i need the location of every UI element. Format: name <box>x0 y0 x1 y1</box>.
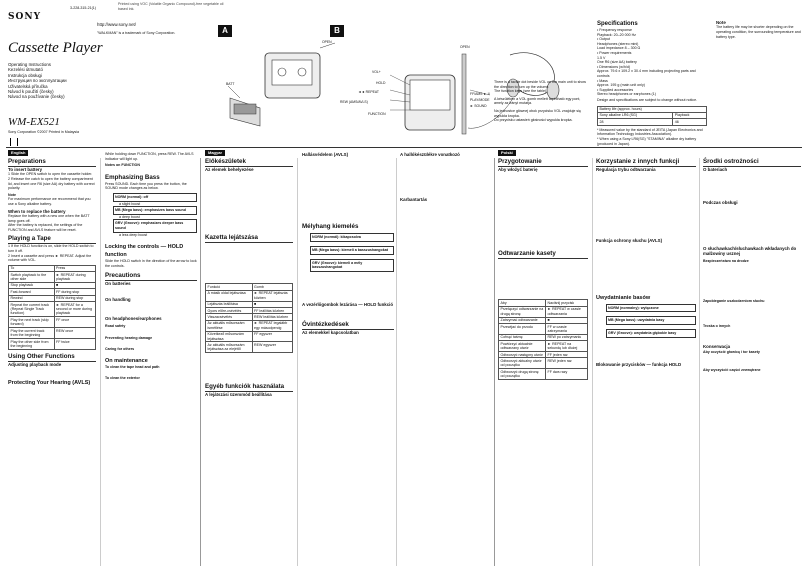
cover-title: Cassette Player <box>8 40 103 56</box>
magyar-col-2 <box>302 152 394 336</box>
table-row: Visszacsévélés REW leállítás közben <box>206 314 293 320</box>
section-tag-polski: Polski <box>498 150 516 156</box>
paragraph: While holding down FUNCTION, press REW. The AVLS indicator will light up. <box>105 152 194 161</box>
sound-mode-arrow: a deep boost <box>119 214 140 219</box>
lang-item: Návod k použití (česky) <box>8 89 54 95</box>
spec-line: • Supplied accessories <box>597 87 634 92</box>
subhead: Az elemekkel kapcsolatban <box>302 330 359 336</box>
specifications <box>597 20 709 146</box>
spec-line: Headphones (stereo mini) <box>597 41 639 46</box>
table-row: Powtórzyć aktualnie odtwarzany utwór ► REPEAT na sekundę lub dłużej <box>499 341 588 352</box>
battery-life-table <box>597 106 707 126</box>
spec-line: • Output <box>597 37 611 42</box>
polski-function-table: Aby Naciśnij przycisk Przełączyć odtwarzanie na drugą stronę ► REPEAT w czasie odtwarzania Zatrzymać odtwarzanie ■ Przewijać do przodu FF w czasie zatrzymania Cofnąć taśmę REW po zatrzymaniu Powtórzyć aktualnie odtwarzany utwór ► REPEAT na sekundę lub dłużej Odtworzyć następny utwór FF jeden raz Odtworzyć aktualny utwór od początku REW jeden raz Odtworzyć drugą stronę od początku FF dwa razy <box>498 299 588 380</box>
english-col-1 <box>8 158 96 387</box>
step: 2 Release the catch to open the battery compartment lid, and insert one R6 (size AA) dry battery with correct polarity. <box>8 177 95 191</box>
figure-label-a: A <box>218 25 232 37</box>
battery-table-header: Battery life (approx. hours) <box>598 106 707 112</box>
table-row: Odtworzyć następny utwór FF jeden raz <box>499 352 588 358</box>
section-title: Przygotowanie <box>498 158 542 165</box>
table-row: Következő műsorszám lejátszása FF egyszer <box>206 331 293 342</box>
section-title: Egyéb funkciók használata <box>205 383 285 391</box>
table-row: Lejátszás leállítása ■ <box>206 301 293 307</box>
subhead: Hallásvédelem (AVLS) <box>302 152 349 157</box>
subhead: To clean the tape head and path <box>105 365 160 370</box>
battery-cell <box>234 104 256 114</box>
lang-item: Návod na používanie (česky) <box>8 94 65 100</box>
subhead: A vezérlőgombok lezárása — HOLD funkció <box>302 301 394 307</box>
battery-note: * When using a Sony LR6(SG) "STAMINA" alkaline dry battery (produced in Japan). <box>597 136 697 146</box>
spec-line: One R6 (size AA) battery <box>597 60 637 65</box>
sony-url[interactable]: http://www.sony.net/ <box>97 22 136 27</box>
table-row: Play the current track from the beginning REW once <box>9 328 96 339</box>
subhead: Troska o innych <box>703 323 731 328</box>
subhead: Konserwacja <box>703 344 731 350</box>
player-side <box>462 54 466 134</box>
subhead: Aby wyczyścić części zewnętrzne <box>703 368 761 373</box>
note-text: The battery life may be shorter depending on the operating condition, the surrounding temperature and battery type. <box>716 25 801 39</box>
recycled-note: Printed using VOC (Volatile Organic Compound)-free vegetable oil based ink. <box>118 2 224 11</box>
sound-mode-diagram <box>113 193 197 237</box>
spec-line: • Power requirements <box>597 50 632 55</box>
leader-line <box>228 86 240 98</box>
spec-line: • Mass <box>597 78 608 83</box>
spec-line: Design and specifications are subject to change without notice. <box>597 97 698 102</box>
section-title: Mélyhang kiemelés <box>302 223 359 231</box>
subhead: Zapobieganie uszkodzeniom słuchu <box>703 299 765 304</box>
sound-mode-diagram <box>310 233 394 271</box>
column-divider <box>200 158 201 566</box>
subhead: Az elemek behelyezése <box>205 167 254 172</box>
table-row: Az aktuális műsorszám lejátszása az elejétől REW egyszer <box>206 342 293 353</box>
figure-note: A készüléken a VOL gomb mellett tapintható egy pont, amely az irányt mutatja. <box>494 96 581 106</box>
section-title: Precautions <box>105 272 141 280</box>
model-name: WM-EX521 <box>8 116 60 128</box>
callout-repeat: ◄◄ REPEAT <box>358 90 379 94</box>
battery-type: Sony alkaline LR6 (SG) <box>598 112 673 118</box>
spec-line: Load impedance 8 – 300 Ω <box>597 46 641 51</box>
sound-mode: GRV (Groove): kiemeli a mély basszushangokat <box>310 259 394 272</box>
english-col-2 <box>105 152 197 381</box>
subhead: To insert battery <box>8 167 43 172</box>
subhead: To clean the exterior <box>105 375 140 380</box>
table-row: Przełączyć odtwarzanie na drugą stronę ► REPEAT w czasie odtwarzania <box>499 306 588 317</box>
subhead: Aby włożyć baterię <box>498 167 538 172</box>
section-title: Playing a Tape <box>8 235 51 243</box>
subhead: Funkcja ochrony słuchu (AVLS) <box>596 238 663 244</box>
sound-mode: GRV (Groove): uwydatnia głębokie basy <box>606 329 696 338</box>
section-title: Kazetta lejátszása <box>205 234 258 242</box>
magyar-col-1 <box>205 158 293 398</box>
spec-title: Specifications <box>597 21 638 27</box>
note-box <box>716 20 802 39</box>
sound-mode: NORM (normál): kikapcsolva <box>310 233 394 242</box>
section-title: Protecting Your Hearing (AVLS) <box>8 380 91 387</box>
walkman-trademark: "WALKMAN" is a trademark of Sony Corporation. <box>97 31 176 35</box>
column-divider <box>494 158 495 566</box>
copyright: Sony Corporation ©2007 Printed in Malaysia <box>8 130 79 134</box>
section-title: Locking the controls — HOLD function <box>105 244 184 259</box>
subhead: O słuchawkach/słuchawkach wkładanych do małżowiny usznej <box>703 245 797 257</box>
section-title: Előkészületek <box>205 158 246 165</box>
table-row: Az aktuális műsorszám ismétlése ► REPEAT legalább egy másodpercig <box>206 320 293 331</box>
english-function-table <box>8 265 96 350</box>
section-title: Korzystanie z innych funkcji <box>596 158 680 165</box>
sound-mode: MB (Mega bass): kiemeli a basszushangokat <box>310 246 394 255</box>
note-label: Note <box>8 192 16 197</box>
table-row: Repeat the current track (Repeat Single Track function) ► REPEAT for a second or more during playback <box>9 302 96 317</box>
callout-function: FUNCTION <box>368 112 386 116</box>
table-row: Play the other side from the beginning FF twice <box>9 339 96 350</box>
step: 2 Insert a cassette and press ► REPEAT. Adjust the volume with VOL. <box>8 253 92 263</box>
subhead: Road safety <box>105 323 126 328</box>
callout-open: OPEN <box>322 40 332 44</box>
section-title: Uwydatnianie basów <box>596 294 651 301</box>
subhead: A hallókészülékre vonatkozó <box>400 152 460 157</box>
figure-notes <box>494 80 586 123</box>
polski-col-3 <box>703 158 801 373</box>
sound-mode-arrow: a slight boost <box>119 201 141 206</box>
note-title: Note <box>716 20 726 25</box>
subhead: Adjusting playback mode <box>8 361 62 367</box>
figure-a-illustration <box>220 38 340 133</box>
section-title: Using Other Functions <box>8 352 75 360</box>
callout-rew: REW (AMS/AVLS) <box>340 100 368 104</box>
callout-batt: BATT <box>226 82 235 86</box>
paragraph: Press SOUND. Each time you press the button, the SOUND mode changes as below. <box>105 181 187 191</box>
table-row: Gyors előre-csévélés FF leállítás közben <box>206 308 293 314</box>
spec-line: • Frequency response <box>597 28 633 32</box>
lang-item: Instrukcja obsługi <box>8 72 42 78</box>
figure-note: Do przycisku ustawień głośności wypukła kropka. <box>494 118 573 123</box>
sound-mode: MB (Mega bass): uwydatnia basy <box>606 316 696 325</box>
table-row: Cofnąć taśmę REW po zatrzymaniu <box>499 334 588 340</box>
lang-item: Kezelési útmutató <box>8 67 43 73</box>
column-divider <box>699 158 700 566</box>
figure-note: The function keys (see the table). <box>494 89 548 94</box>
cassette-holder <box>410 80 450 110</box>
table-row: Fast-forward FF during stop <box>9 289 96 295</box>
subhead: Regulacja trybu odtwarzania <box>596 167 656 172</box>
subhead: Podczas obsługi <box>703 200 738 206</box>
subhead: On handling <box>105 296 131 302</box>
section-tag-english: English <box>8 150 28 156</box>
section-title: Emphasizing Bass <box>105 173 160 181</box>
lang-item: Operating Instructions <box>8 62 51 67</box>
table-row: Przewijać do przodu FF w czasie zatrzymania <box>499 324 588 335</box>
step: 1 If the HOLD function is on, slide the HOLD switch to turn it off. <box>8 244 94 253</box>
figure-note: Na jednostce głównej obok przycisku VOL znajduje się wypukła kropka. <box>494 108 581 118</box>
column-divider <box>100 158 101 566</box>
note-text: For maximum performance we recommend that you use a Sony alkaline battery. <box>8 197 91 206</box>
sound-mode: MB (Mega bass): emphasizes bass sound <box>113 206 197 215</box>
barcode-mark <box>10 138 18 146</box>
spec-line: Approx. 195 g (main unit only) <box>597 83 645 88</box>
subhead: Bezpieczeństwo na drodze <box>703 258 749 263</box>
subhead: Blokowanie przycisków — funkcja HOLD <box>596 361 682 367</box>
section-title: Óvintézkedések <box>302 321 349 329</box>
language-list <box>8 62 93 100</box>
paragraph: Replace the battery with a new one when the BATT lamp goes off. <box>8 213 90 223</box>
figure-label-b: B <box>330 25 344 37</box>
subhead: On headphones/earphones <box>105 316 162 322</box>
polski-col-2 <box>596 158 696 367</box>
spec-line: Stereo headphones or earphones (1) <box>597 92 656 97</box>
table-header: Press <box>54 265 95 271</box>
page-divider <box>6 147 802 148</box>
sound-mode-diagram <box>606 304 696 338</box>
table-row: Odtworzyć aktualny utwór od początku REW jeden raz <box>499 358 588 369</box>
table-row: Play the next track (skip forward) FF once <box>9 317 96 328</box>
subhead: Karbantartás <box>400 197 428 203</box>
table-header: To <box>9 265 55 271</box>
table-row: Stop playback ■ <box>9 282 96 288</box>
subhead: Caring for others <box>105 346 135 351</box>
callout-b-open: OPEN <box>460 45 470 49</box>
spec-line: Playback: 20–20 000 Hz <box>597 32 636 37</box>
spec-line: • Dimensions (w/h/d) <box>597 64 631 69</box>
callout-sound: ► SOUND <box>470 104 487 108</box>
sound-mode: NORM (normalny): wyłączone <box>606 304 696 313</box>
column-divider <box>297 158 298 566</box>
section-title: Odtwarzanie kasety <box>498 250 556 258</box>
section-title: On maintenance <box>105 358 148 365</box>
callout-ff: FF/AMS ► II <box>470 92 490 96</box>
subhead: When to replace the battery <box>8 208 66 214</box>
model-code: 3-228-315-21(1) <box>70 6 96 10</box>
subhead: Preventing hearing damage <box>105 336 153 341</box>
sound-mode-arrow: a less deep boost <box>119 232 148 237</box>
battery-value: 46 <box>673 119 707 125</box>
battery-value: 28 <box>598 119 673 125</box>
subhead: O bateriach <box>703 167 728 172</box>
step: 1 Slide the OPEN switch to open the cassette holder. <box>8 172 93 177</box>
spec-line: 1.5 V <box>597 55 606 60</box>
subhead: Notes on FUNCTION <box>105 163 140 168</box>
section-tag-magyar: Magyar <box>205 150 225 156</box>
subhead: Aby oczyścić głowicę i tor kasety <box>703 349 760 354</box>
sound-mode: GRV (Groove): emphasizes deeper bass sound <box>113 219 197 232</box>
sound-mode: NORM (normal): off <box>113 193 197 202</box>
column-divider <box>592 158 593 566</box>
callout-vol: VOL+ <box>372 70 381 74</box>
spec-line: Approx. 79.6 x 109.2 x 30.4 mm including projecting parts and controls <box>597 69 696 78</box>
battery-note: * Measured value by the standard of JEITA (Japan Electronics and Information Technology Industries Association). <box>597 127 703 137</box>
table-row: Switch playback to the other side ► REPEAT during playback <box>9 272 96 283</box>
column-divider <box>396 158 397 566</box>
table-row: Zatrzymać odtwarzanie ■ <box>499 317 588 323</box>
battery-mode: Playback <box>673 112 707 118</box>
polski-col-1 <box>498 158 588 380</box>
magyar-function-table: Funkció Gomb A másik oldal lejátszása ► REPEAT lejátszás közben Lejátszás leállítása ■ Gyors előre-csévélés FF leállítás közben Visszacsévélés REW leállítás közben Az aktuális műsorszám ismétlése ► REPEAT legalább egy másodpercig Következő műsorszám lejátszása FF egyszer Az aktuális műsorszám lejátszása az elejétől REW egyszer <box>205 283 293 353</box>
magyar-col-3 <box>400 152 492 203</box>
table-row: A másik oldal lejátszása ► REPEAT lejátszás közben <box>206 290 293 301</box>
subhead: On batteries <box>105 281 131 287</box>
sony-logo: SONY <box>8 12 41 22</box>
callout-play: PLAY/MODE <box>470 98 490 102</box>
callout-hold: HOLD <box>376 81 386 85</box>
section-title: Preparations <box>8 158 46 165</box>
figure-note: There is a tactile dot beside VOL on the main unit to show the direction to turn up the volume. <box>494 80 586 89</box>
section-title: Środki ostrożności <box>703 158 759 165</box>
paragraph: Slide the HOLD switch in the direction of the arrow to lock the controls. <box>105 259 197 268</box>
paragraph: After the battery is replaced, the settings of the FUNCTION and AVLS feature will be reset. <box>8 223 83 232</box>
subhead: A lejátszási üzemmód beállítása <box>205 392 272 398</box>
table-row: Odtworzyć drugą stronę od początku FF dwa razy <box>499 369 588 380</box>
lang-item: Инструкция по эксплуатации <box>8 78 67 84</box>
lang-item: Uživatelská příručka <box>8 83 48 89</box>
table-row: Rewind REW during stop <box>9 295 96 301</box>
